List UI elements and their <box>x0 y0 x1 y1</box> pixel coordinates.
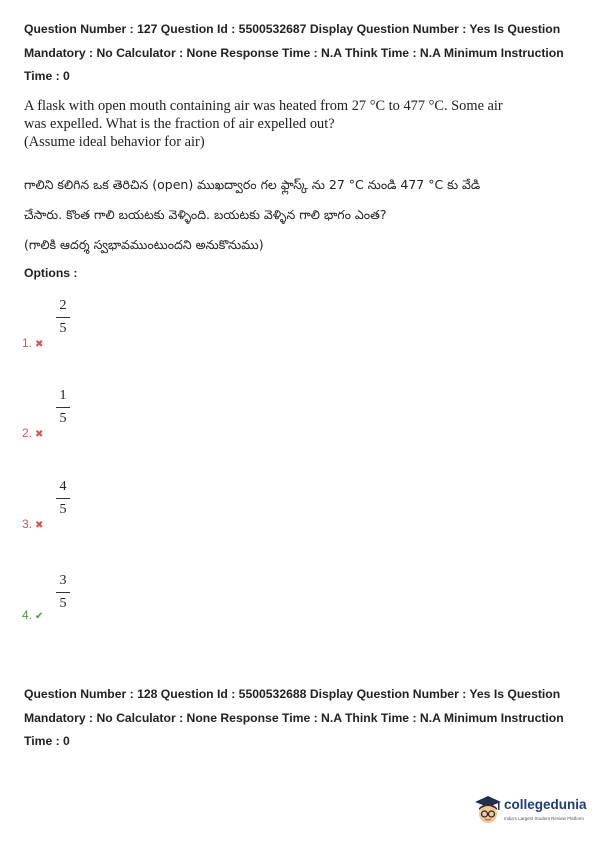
fraction-bar <box>56 317 70 318</box>
fraction-bar <box>56 498 70 499</box>
logo-tagline: India's Largest Student Review Platform <box>504 816 584 821</box>
fraction <box>56 573 70 612</box>
check-icon: ✔ <box>35 611 44 622</box>
numerator: 4 <box>59 479 67 494</box>
fraction-bar <box>56 592 70 593</box>
numerator: 3 <box>59 573 67 588</box>
question-line-telugu: గాలిని కలిగిన ఒక తెరిచిన (open) ముఖద్వారం గల ఫ్లాస్క్ ను 27 °C నుండి 477 °C కు వేడి <box>24 177 481 192</box>
metadata-line: Time : 0 <box>24 69 70 83</box>
question-text-telugu <box>24 170 574 260</box>
metadata-line: Mandatory : No Calculator : None Response Time : N.A Think Time : N.A Minimum Instruction <box>24 710 564 725</box>
option-number: 2. ✖ <box>22 426 44 440</box>
options-label: Options : <box>24 266 78 280</box>
fraction-bar <box>56 407 70 408</box>
collegedunia-logo <box>474 794 592 828</box>
option-number: 1. ✖ <box>22 336 44 350</box>
option-number: 3. ✖ <box>22 517 44 531</box>
question-line-telugu: (గాలికి ఆదర్శ స్వభావముంటుందని అనుకొనుము) <box>24 237 264 252</box>
question-128-metadata <box>24 683 579 754</box>
question-line: A flask with open mouth containing air was heated from 27 °C to 477 °C. Some air <box>24 98 503 114</box>
denominator: 5 <box>59 411 67 426</box>
fraction <box>56 388 70 427</box>
fraction <box>56 479 70 518</box>
numerator: 1 <box>59 388 67 403</box>
question-127-metadata <box>24 18 579 89</box>
wrong-icon: ✖ <box>35 520 44 531</box>
graduate-mascot-icon <box>474 794 502 826</box>
fraction <box>56 298 70 337</box>
wrong-icon: ✖ <box>35 429 44 440</box>
denominator: 5 <box>59 502 67 517</box>
denominator: 5 <box>59 321 67 336</box>
question-line: (Assume ideal behavior for air) <box>24 134 205 150</box>
option-number: 4. ✔ <box>22 608 44 622</box>
metadata-line: Question Number : 128 Question Id : 5500532688 Display Question Number : Yes Is Question <box>24 687 561 701</box>
denominator: 5 <box>59 596 67 611</box>
numerator: 2 <box>59 298 67 313</box>
logo-wordmark: collegedunia <box>504 797 587 812</box>
wrong-icon: ✖ <box>35 339 44 350</box>
question-line-telugu: చేసారు. కొంత గాలి బయటకు వెళ్ళింది. బయటకు వెళ్ళిన గాలి భాగం ఎంత? <box>24 207 387 222</box>
metadata-line: Time : 0 <box>24 734 70 748</box>
question-text-english <box>24 97 524 151</box>
question-line: was expelled. What is the fraction of air expelled out? <box>24 116 335 132</box>
metadata-line: Question Number : 127 Question Id : 5500532687 Display Question Number : Yes Is Question <box>24 22 561 36</box>
metadata-line: Mandatory : No Calculator : None Response Time : N.A Think Time : N.A Minimum Instruction <box>24 45 564 60</box>
